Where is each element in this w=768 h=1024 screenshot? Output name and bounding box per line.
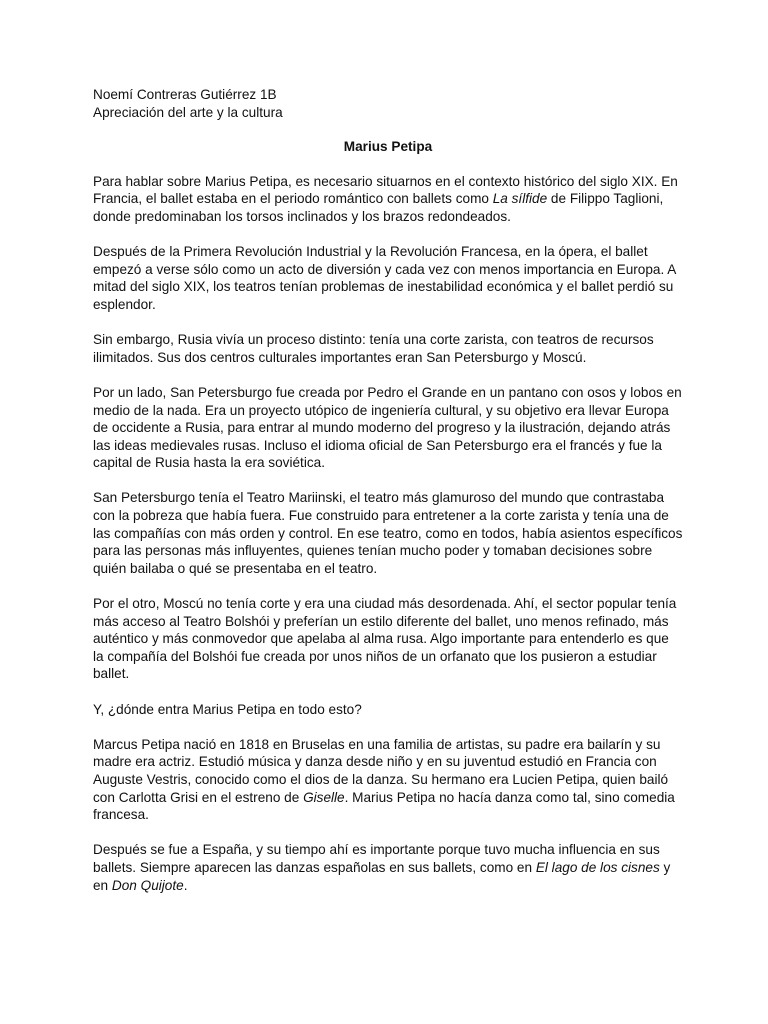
paragraph-text: Por un lado, San Petersburgo fue creada por Pedro el Grande en un pantano con osos y lobos en medio de la nada. Era un proyecto utópico de ingeniería cultural, y su objetivo era llevar Europa de occidente a Rusia, para entrar al mundo moderno del progreso y la ilustración, dejando atrás las ideas medievales rusas. Incluso el idioma oficial de San Petersburgo era el francés y fue la capital de Rusia hasta la era soviética. — [93, 384, 682, 471]
paragraph-8 — [93, 736, 683, 824]
paragraph-text: . Marius Petipa no hacía danza como tal, sino comedia francesa. — [93, 789, 675, 823]
paragraph-text: . — [183, 877, 188, 893]
paragraph-3 — [93, 331, 683, 366]
paragraph-text: San Petersburgo tenía el Teatro Mariinski, el teatro más glamuroso del mundo que contrastaba con la pobreza que había fuera. Fue construido para entretener a la corte zarista y tenía una de las compañías con más orden y control. En ese teatro, como en todos, había asientos específicos para las personas más influyentes, quienes tenían mucho poder y tomaban decisiones sobre quién bailaba o qué se presentaba en el teatro. — [93, 490, 683, 576]
paragraph-text: Después se fue a España, y su tiempo ahí es importante porque tuvo mucha influencia en sus ballets. Siempre aparecen las danzas españolas en sus ballets, como en — [93, 842, 660, 875]
italic-work-title: Don Quijote — [111, 877, 184, 893]
paragraph-text: Por el otro, Moscú no tenía corte y era una ciudad más desordenada. Ahí, el sector popular tenía más acceso al Teatro Bolshói y preferían un estilo diferente del ballet, uno menos refinado, más auténtico y más conmovedor que apelaba al alma rusa. Algo importante para entenderlo es que la compañía del Bolshói fue creada por unos niños de un orfanato que los pusieron a estudiar ballet. — [93, 596, 677, 682]
paragraph-text: Para hablar sobre Marius Petipa, es necesario situarnos en el contexto histórico del siglo XIX. En Francia, el ballet estaba en el periodo romántico con ballets como — [93, 173, 678, 207]
paragraph-5 — [93, 489, 683, 577]
paragraph-6 — [93, 595, 683, 683]
italic-work-title: El lago de los cisnes — [535, 859, 660, 875]
paragraph-text: Y, ¿dónde entra Marius Petipa en todo esto? — [93, 701, 362, 717]
author-line: Noemí Contreras Gutiérrez 1B — [93, 87, 277, 102]
document-page — [93, 86, 683, 912]
paragraph-text: de Filippo Taglioni, donde predominaban los torsos inclinados y los brazos redondeados. — [93, 191, 664, 224]
paragraph-text: Después de la Primera Revolución Industrial y la Revolución Francesa, en la ópera, el ballet empezó a verse sólo como un acto de diversión y cada vez con menos importancia en Europa. A mitad del siglo XIX, los teatros tenían problemas de inestabilidad económica y el ballet perdió su esplendor. — [93, 244, 676, 312]
paragraph-7 — [93, 701, 683, 719]
paragraph-2 — [93, 243, 683, 313]
document-title: Marius Petipa — [343, 139, 433, 155]
course-line: Apreciación del arte y la cultura — [93, 104, 283, 120]
paragraph-9 — [93, 841, 683, 894]
paragraph-text: y en — [93, 859, 671, 893]
paragraph-text: Marcus Petipa nació en 1818 en Bruselas en una familia de artistas, su padre era bailarín y su madre era actriz. Estudió música y danza desde niño y en su juventud estudió en Francia con Auguste Vestris, conocido como el dios de la danza. Su hermano era Lucien Petipa, quien bailó con Carlotta Grisi en el estreno de — [93, 736, 669, 805]
italic-work-title: La sílfide — [492, 191, 548, 207]
italic-work-title: Giselle — [303, 789, 345, 805]
paragraph-4 — [93, 384, 683, 472]
paragraph-text: Sin embargo, Rusia vivía un proceso distinto: tenía una corte zarista, con teatros de recursos ilimitados. Sus dos centros culturales importantes eran San Petersburgo y Moscú. — [93, 332, 654, 365]
paragraph-1 — [93, 173, 683, 226]
